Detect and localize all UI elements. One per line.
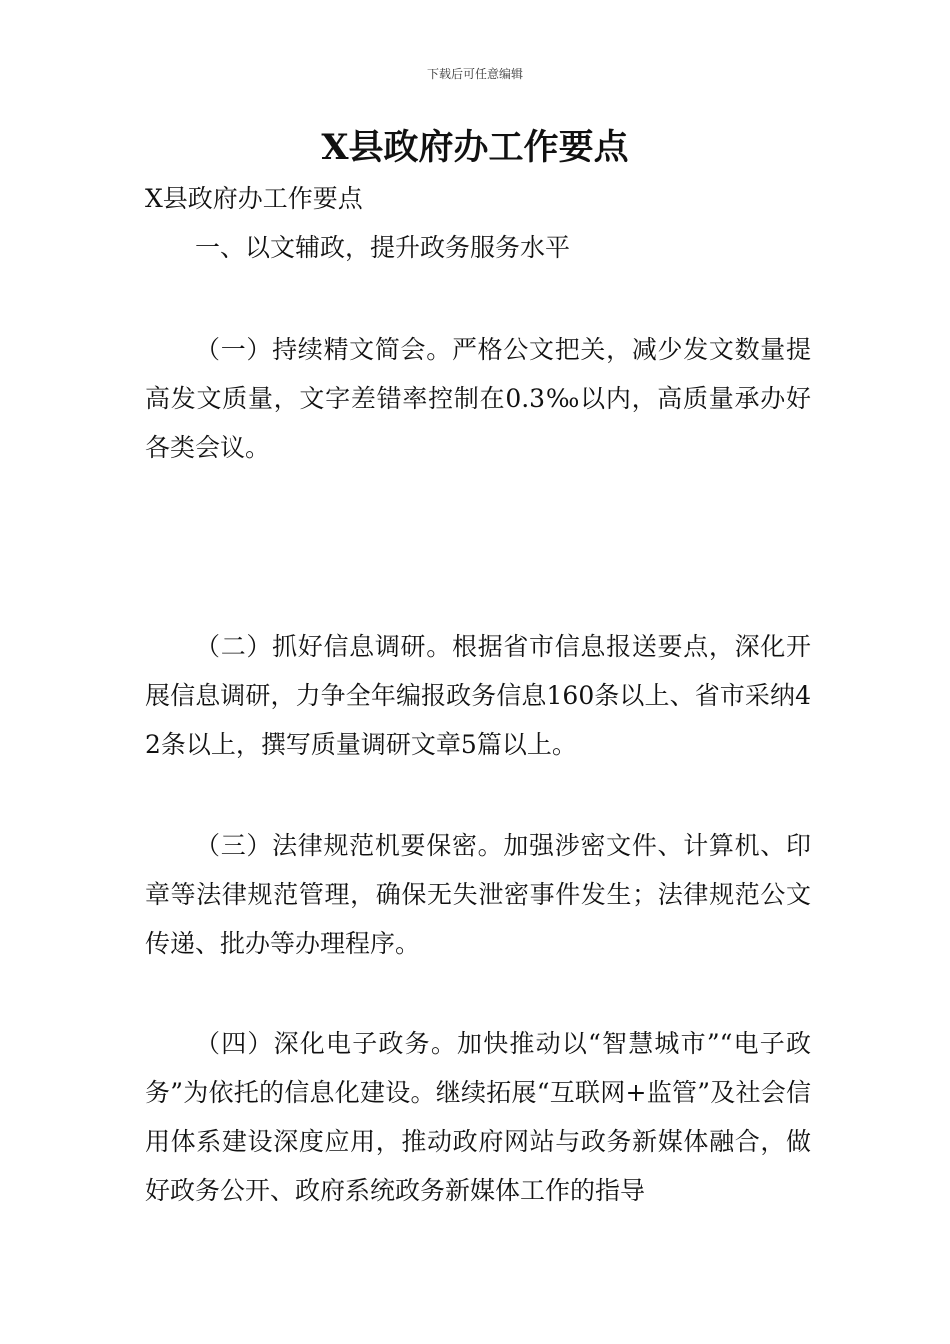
paragraph-2: （二）抓好信息调研。根据省市信息报送要点，深化开展信息调研，力争全年编报政务信息160条以上、省市采纳42条以上，撰写质量调研文章5篇以上。 bbox=[145, 632, 811, 759]
paragraph-4: （四）深化电子政务。加快推动以“智慧城市”“电子政务”为依托的信息化建设。继续拓展“互联网+监管”及社会信用体系建设深度应用，推动政府网站与政务新媒体融合，做好政务公开、政府系统政务新媒体工作的指导 bbox=[145, 1029, 811, 1205]
document-title: X县政府办工作要点 bbox=[321, 127, 629, 168]
document-subtitle: X县政府办工作要点 bbox=[145, 184, 363, 213]
paragraph-3: （三）法律规范机要保密。加强涉密文件、计算机、印章等法律规范管理，确保无失泄密事件发生；法律规范公文传递、批办等办理程序。 bbox=[145, 831, 811, 958]
paragraph-1: （一）持续精文简会。严格公文把关，减少发文数量提高发文质量，文字差错率控制在0.3‰以内，高质量承办好各类会议。 bbox=[145, 335, 811, 462]
header-note: 下载后可任意编辑 bbox=[426, 67, 523, 81]
section-heading: 一、以文辅政，提升政务服务水平 bbox=[195, 233, 571, 262]
